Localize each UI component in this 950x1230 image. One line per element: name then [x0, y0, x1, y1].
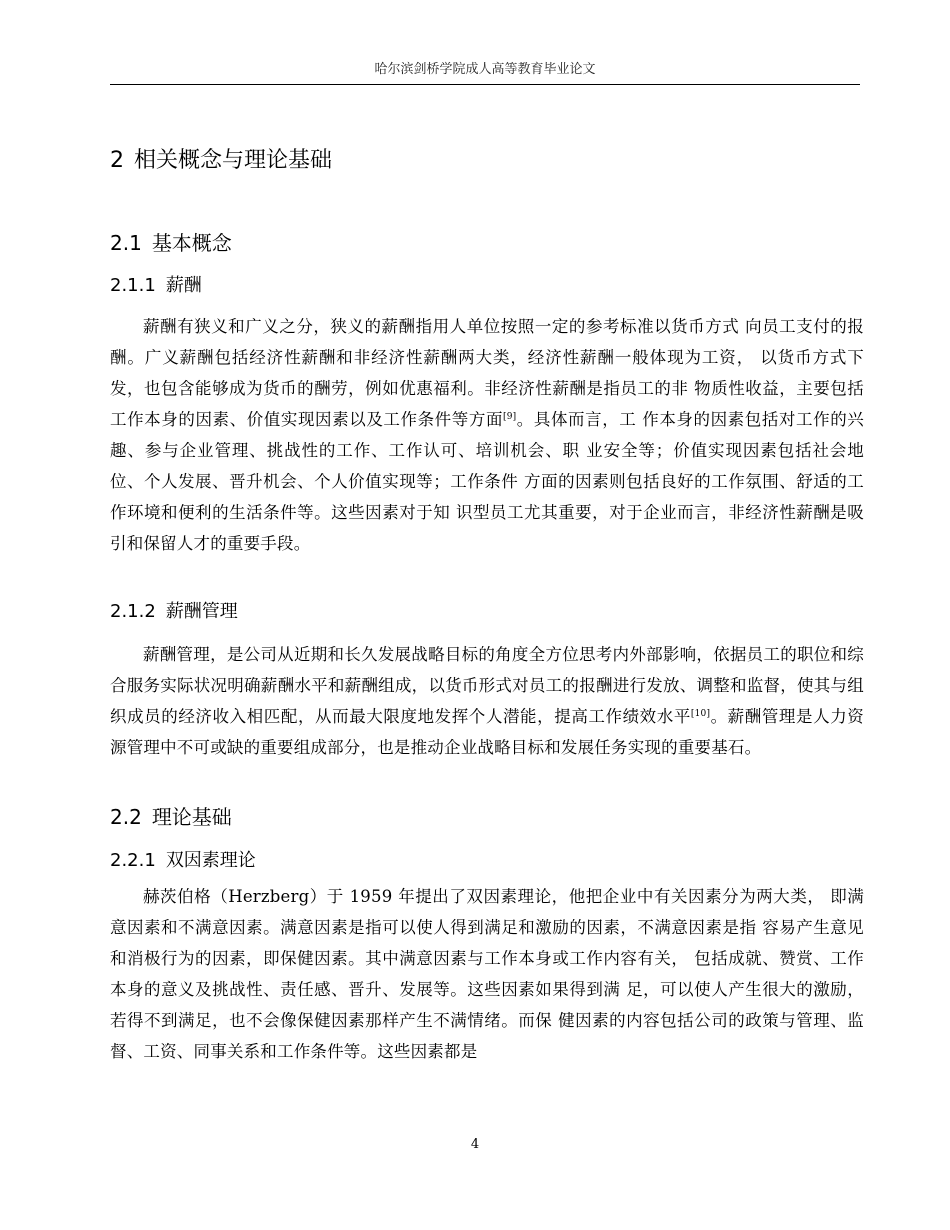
paragraph-text-tail: 。薪酬管理是人力资源管理中不可或缺的重要组成部分，也是推动企业战略目标和发展任务实现的重要基石。: [110, 707, 864, 757]
section-number: 2.1: [110, 231, 142, 255]
subsection-heading-2-2-1: [110, 846, 256, 872]
chapter-number: 2: [110, 148, 124, 173]
section-title: 理论基础: [151, 805, 232, 829]
subsection-number: 2.1.2: [110, 601, 156, 622]
paragraph-two-factor-theory: [110, 881, 864, 1067]
paragraph-text: 赫茨伯格（Herzberg）于 1959 年提出了双因素理论，他把企业中有关因素分为两大类， 即满意因素和不满意因素。满意因素是指可以使人得到满足和激励的因素，不满意因素是指 容易产生意见和消极行为的因素，即保健因素。其中满意因素与工作本身或工作内容有关， 包括成就、赞赏、工作本身的意义及挑战性、责任感、晋升、发展等。这些因素如果得到满 足，可以使人产生很大的激励，若得不到满足，也不会像保健因素那样产生不满情绪。而保 健因素的内容包括公司的政策与管理、监督、工资、同事关系和工作条件等。这些因素都是: [110, 887, 864, 1061]
paragraph-text: 薪酬有狭义和广义之分，狭义的薪酬指用人单位按照一定的参考标准以货币方式 向员工支付的报酬。广义薪酬包括经济性薪酬和非经济性薪酬两大类，经济性薪酬一般体现为工资， 以货币方式下发，也包含能够成为货币的酬劳，例如优惠福利。非经济性薪酬是指员工的非 物质性收益，主要包括工作本身的因素、价值实现因素以及工作条件等方面: [110, 317, 864, 429]
citation-ref: [9]: [503, 412, 517, 422]
paragraph-salary-management: [110, 639, 864, 763]
subsection-number: 2.1.1: [110, 275, 156, 296]
subsection-number: 2.2.1: [110, 850, 156, 871]
paragraph-salary: [110, 311, 864, 559]
subsection-title: 双因素理论: [165, 850, 256, 871]
page-header: 哈尔滨剑桥学院成人高等教育毕业论文: [374, 62, 596, 77]
section-title: 基本概念: [151, 231, 232, 255]
chapter-heading: [110, 143, 332, 174]
section-heading-2-2: [110, 801, 232, 830]
section-number: 2.2: [110, 805, 142, 829]
chapter-title: 相关概念与理论基础: [134, 148, 333, 173]
page-number: 4: [470, 1137, 480, 1152]
subsection-title: 薪酬: [165, 275, 202, 296]
paragraph-text: 薪酬管理，是公司从近期和长久发展战略目标的角度全方位思考内外部影响，依据员工的职位和综合服务实际状况明确薪酬水平和薪酬组成，以货币形式对员工的报酬进行发放、调整和监督，使其与组织成员的经济收入相匹配，从而最大限度地发挥个人潜能，提高工作绩效水平: [110, 645, 864, 726]
subsection-heading-2-1-2: [110, 597, 238, 623]
subsection-heading-2-1-1: [110, 271, 202, 297]
subsection-title: 薪酬管理: [165, 601, 238, 622]
citation-ref: [10]: [690, 709, 711, 719]
section-heading-2-1: [110, 227, 232, 256]
paragraph-text-tail: 。具体而言，工 作本身的因素包括对工作的兴趣、参与企业管理、挑战性的工作、工作认可、培训机会、职 业安全等；价值实现因素包括社会地位、个人发展、晋升机会、个人价值实现等；工作条件 方面的因素则包括良好的工作氛围、舒适的工作环境和便利的生活条件等。这些因素对于知 识型员工尤其重要，对于企业而言，非经济性薪酬是吸引和保留人才的重要手段。: [110, 410, 864, 553]
header-rule: [110, 84, 860, 85]
